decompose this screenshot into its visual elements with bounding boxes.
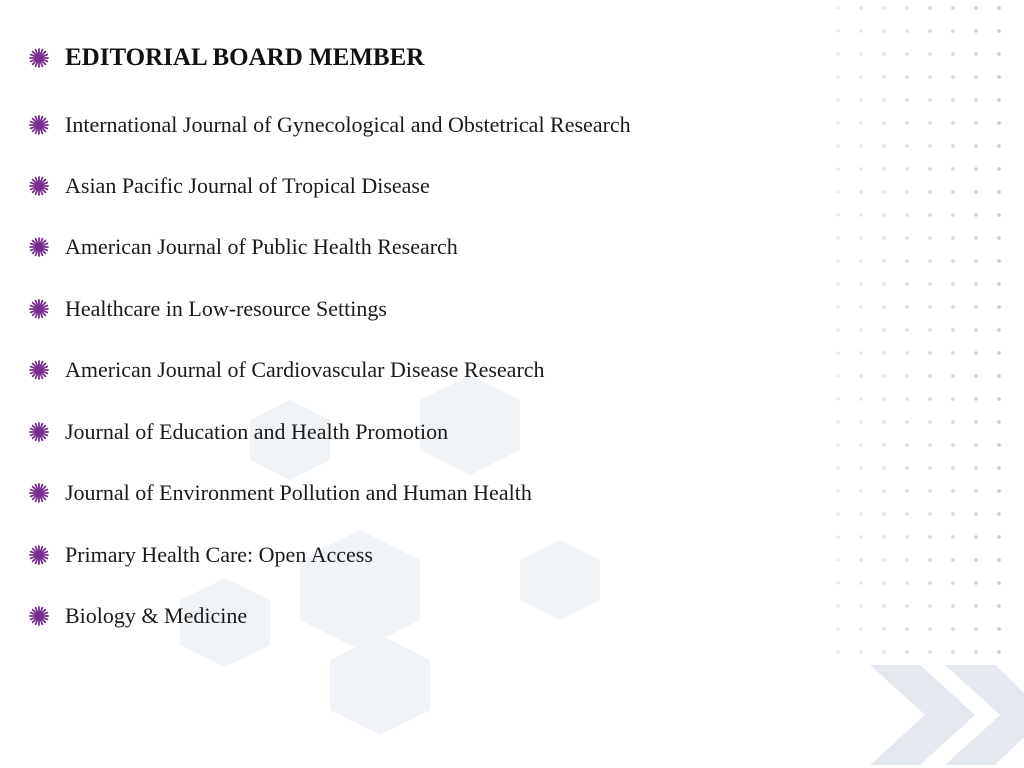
- list-item-label: Biology & Medicine: [65, 603, 248, 628]
- list-item: [28, 109, 631, 141]
- starburst-bullet-icon: [28, 359, 50, 381]
- chevron-arrows-icon: [870, 665, 1024, 765]
- starburst-bullet-icon: [28, 47, 50, 69]
- page-title: EDITORIAL BOARD MEMBER: [65, 44, 425, 71]
- list-item: [28, 293, 387, 325]
- starburst-bullet-icon: [28, 175, 50, 197]
- list-item: [28, 354, 545, 386]
- list-item: [28, 416, 448, 448]
- heading-row: [28, 42, 424, 74]
- list-item-label: Asian Pacific Journal of Tropical Disease: [65, 173, 430, 198]
- list-item-label: International Journal of Gynecological and Obstetrical Research: [65, 112, 631, 137]
- list-item-label: American Journal of Cardiovascular Disease Research: [65, 357, 545, 382]
- starburst-bullet-icon: [28, 298, 50, 320]
- list-item: [28, 170, 430, 202]
- list-item-label: Healthcare in Low-resource Settings: [65, 296, 387, 321]
- list-item: [28, 231, 458, 263]
- list-item-label: Journal of Education and Health Promotion: [65, 419, 449, 444]
- list-item-label: American Journal of Public Health Research: [65, 234, 458, 259]
- list-item: [28, 539, 373, 571]
- starburst-bullet-icon: [28, 236, 50, 258]
- list-item: [28, 477, 532, 509]
- list-item-label: Primary Health Care: Open Access: [65, 542, 373, 567]
- starburst-bullet-icon: [28, 114, 50, 136]
- starburst-bullet-icon: [28, 605, 50, 627]
- starburst-bullet-icon: [28, 482, 50, 504]
- starburst-bullet-icon: [28, 544, 50, 566]
- starburst-bullet-icon: [28, 421, 50, 443]
- list-item: [28, 600, 247, 632]
- list-item-label: Journal of Environment Pollution and Human Health: [65, 480, 532, 505]
- dot-grid-decoration: [836, 6, 1001, 654]
